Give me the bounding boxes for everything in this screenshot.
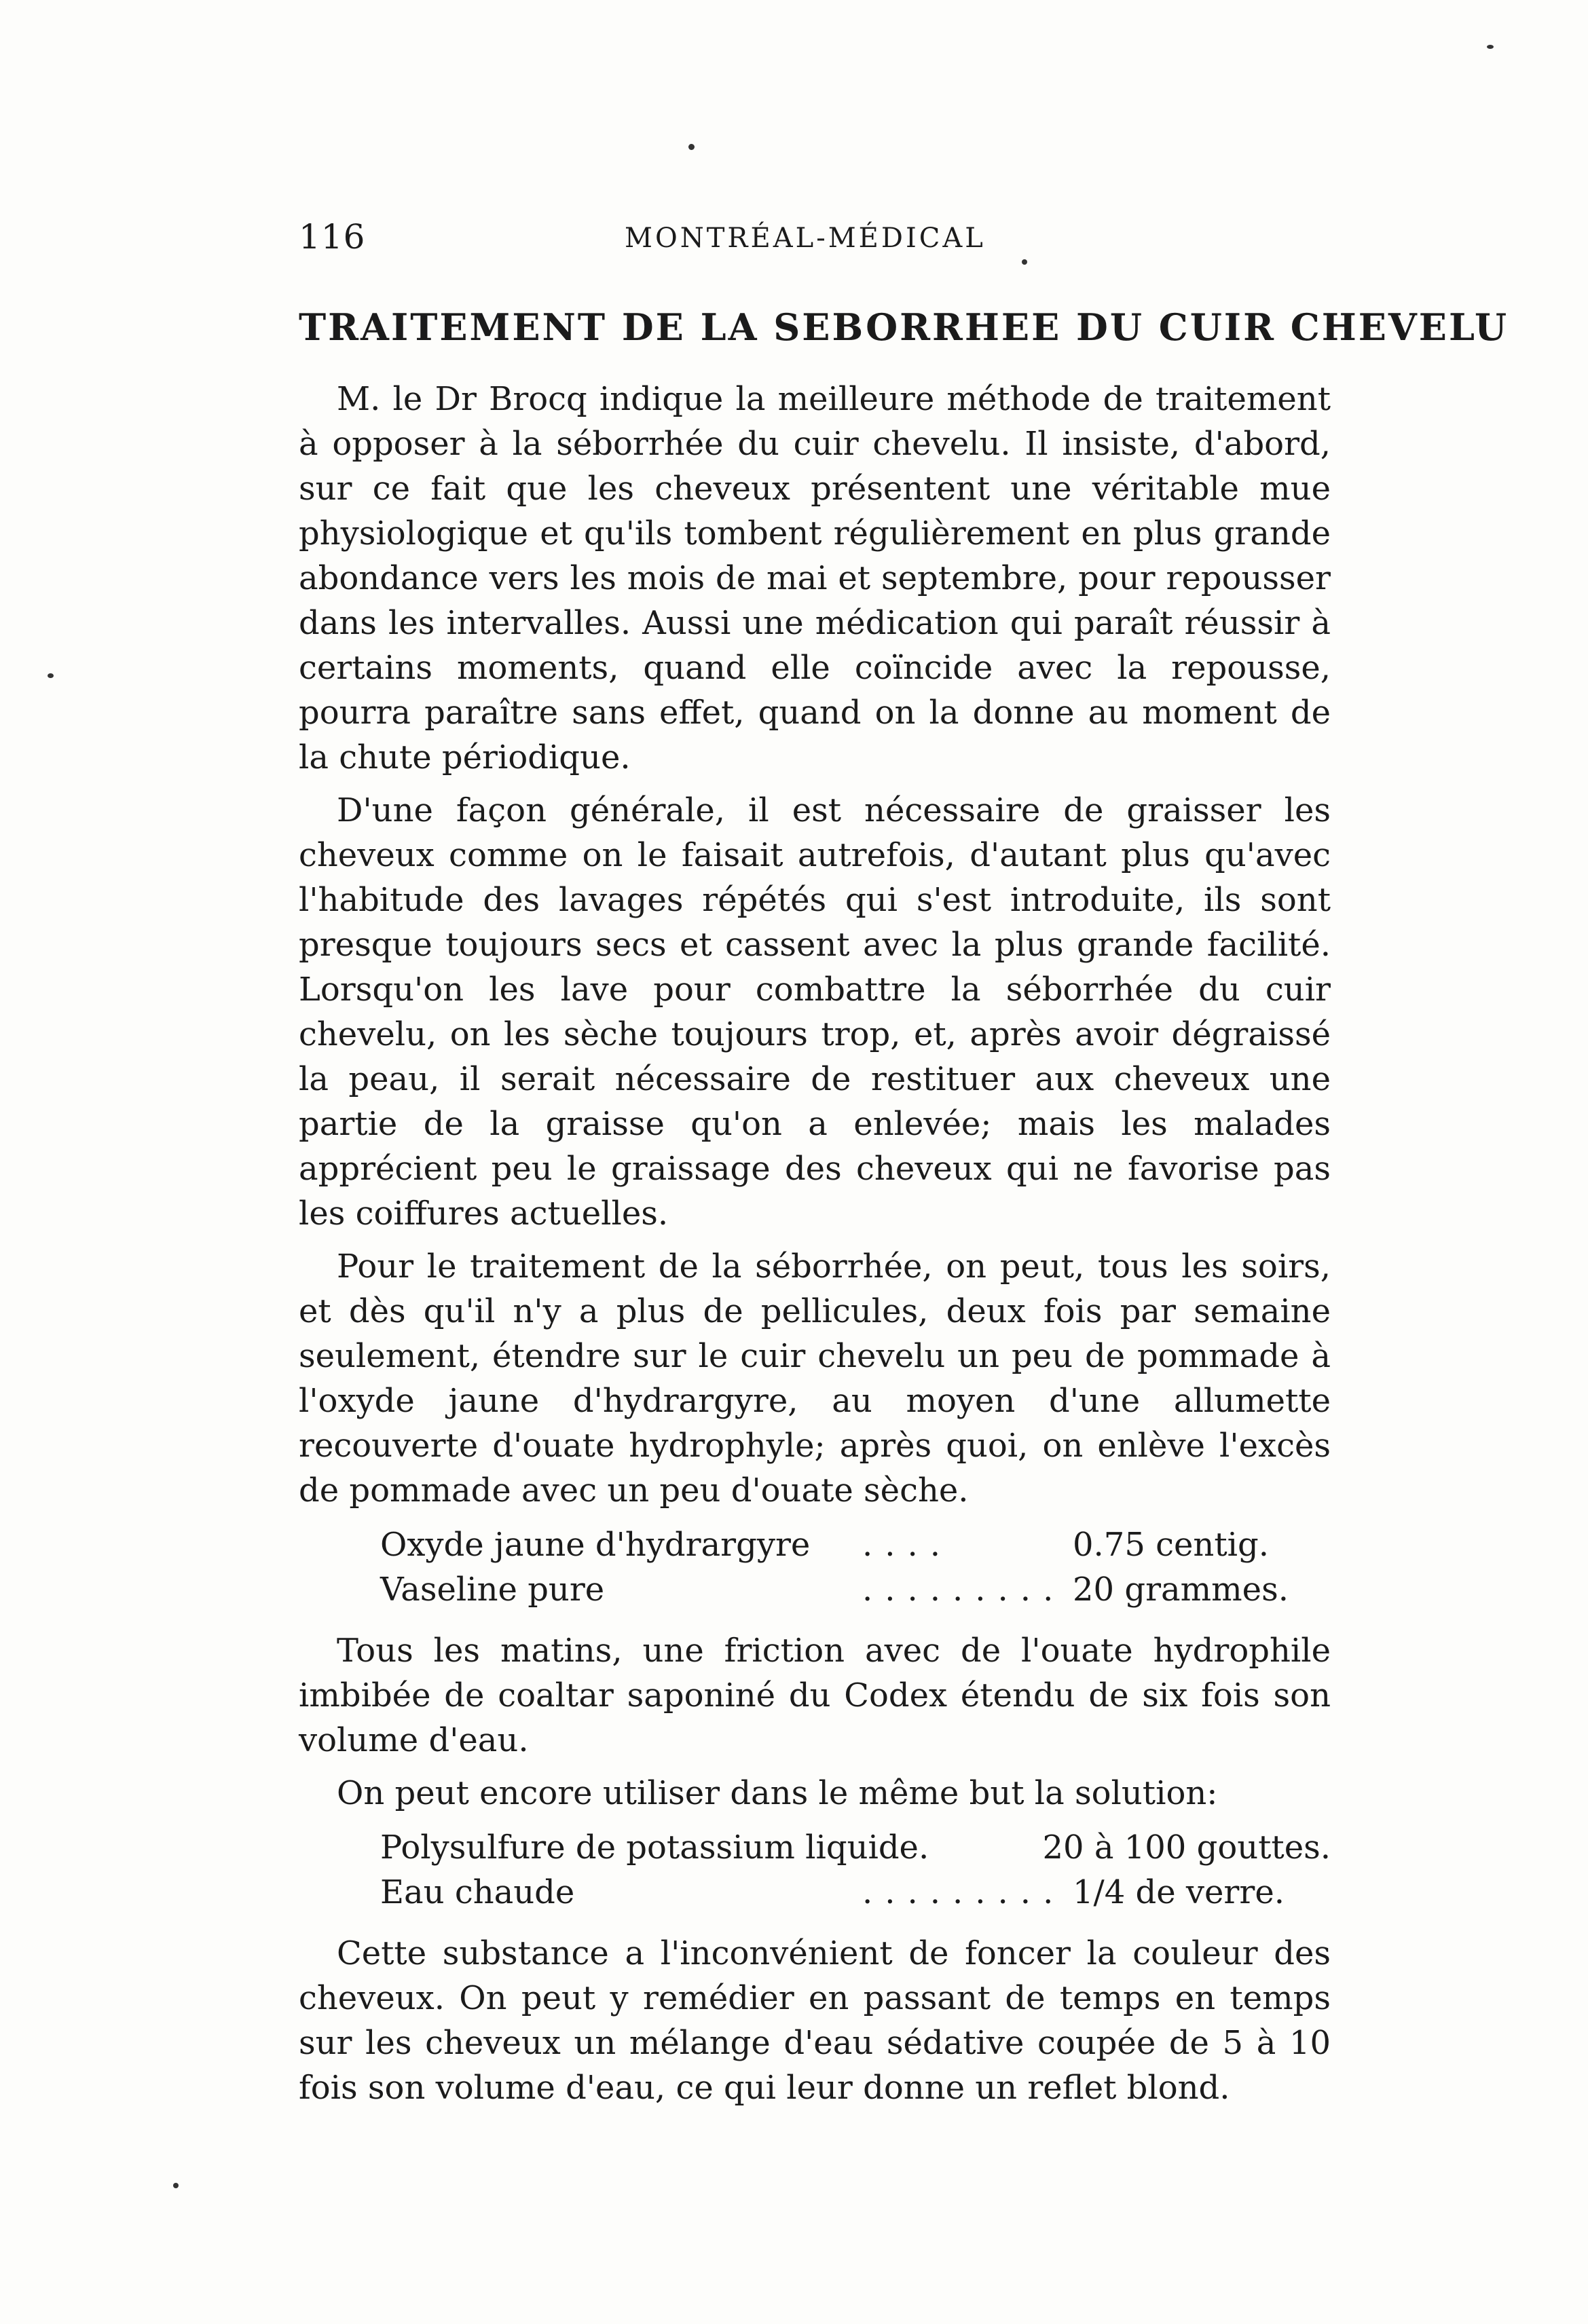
ingredient-quantity: 20 à 100 gouttes. (1042, 1828, 1331, 1867)
ingredient-name: Oxyde jaune d'hydrargyre (380, 1525, 811, 1564)
leader-dots: .... (862, 1525, 953, 1564)
paragraph: Pour le traitement de la séborrhée, on peut, tous les soirs, et dès qu'il n'y a plus de pellicules, deux fois par semaine seulement, étendre sur le cuir chevelu un peu de pommade à l'oxyde jaune d'hydrargyre, au moyen d'une allumette recouverte d'ouate hydrophyle; après quoi, on enlève l'excès de pommade avec un peu d'ouate sèche. (299, 1247, 1331, 1510)
article-title: TRAITEMENT DE LA SEBORRHEE DU CUIR CHEVELU (299, 305, 1509, 349)
print-speck (173, 2183, 179, 2188)
prescription-formula (299, 1522, 1331, 1612)
prescription-formula (299, 1825, 1331, 1915)
ingredient-quantity: 1/4 de verre. (1073, 1873, 1285, 1911)
leader-dots: ......... (862, 1873, 1066, 1911)
paragraph: Cette substance a l'inconvénient de foncer la couleur des cheveux. On peut y remédier en passant de temps en temps sur les cheveux un mélange d'eau sédative coupée de 5 à 10 fois son volume d'eau, ce qui leur donne un reflet blond. (299, 1934, 1331, 2107)
formula-line (299, 1870, 1331, 1915)
page-header (299, 217, 1331, 265)
ingredient-quantity: 0.75 centig. (1073, 1525, 1269, 1564)
running-title: MONTRÉAL-MÉDICAL (625, 223, 986, 254)
formula-line (299, 1522, 1331, 1567)
ingredient-name: Eau chaude (380, 1873, 575, 1911)
formula-line (299, 1825, 1331, 1870)
page-number: 116 (299, 217, 366, 257)
print-speck (48, 673, 54, 678)
paragraph: D'une façon générale, il est nécessaire de graisser les cheveux comme on le faisait autrefois, d'autant plus qu'avec l'habitude des lavages répétés qui s'est introduite, ils sont presque toujours secs et cassent avec la plus grande facilité. Lorsqu'on les lave pour combattre la séborrhée du cuir chevelu, on les sèche toujours trop, et, après avoir dégraissé la peau, il serait nécessaire de restituer aux cheveux une partie de la graisse qu'on a enlevée; mais les malades apprécient peu le graissage des cheveux qui ne favorise pas les coiffures actuelles. (299, 791, 1331, 1233)
article (299, 305, 1509, 2118)
leader-dots: ......... (862, 1570, 1066, 1609)
paragraph: Tous les matins, une friction avec de l'ouate hydrophile imbibée de coaltar saponiné du Codex étendu de six fois son volume d'eau. (299, 1631, 1331, 1759)
ingredient-name: Vaseline pure (380, 1570, 605, 1609)
formula-line (299, 1567, 1331, 1612)
ingredient-quantity: 20 grammes. (1073, 1570, 1289, 1609)
ingredient-name: Polysulfure de potassium liquide. (380, 1828, 929, 1867)
paragraph: On peut encore utiliser dans le même but la solution: (337, 1774, 1218, 1812)
print-speck (1487, 45, 1494, 49)
paragraph: M. le Dr Brocq indique la meilleure méthode de traitement à opposer à la séborrhée du cuir chevelu. Il insiste, d'abord, sur ce fait que les cheveux présentent une véritable mue physiologique et qu'ils tombent régulièrement en plus grande abondance vers les mois de mai et septembre, pour repousser dans les intervalles. Aussi une médication qui paraît réussir à certains moments, quand elle coïncide avec la repousse, pourra paraître sans effet, quand on la donne au moment de la chute périodique. (299, 379, 1331, 776)
print-speck (688, 144, 695, 150)
